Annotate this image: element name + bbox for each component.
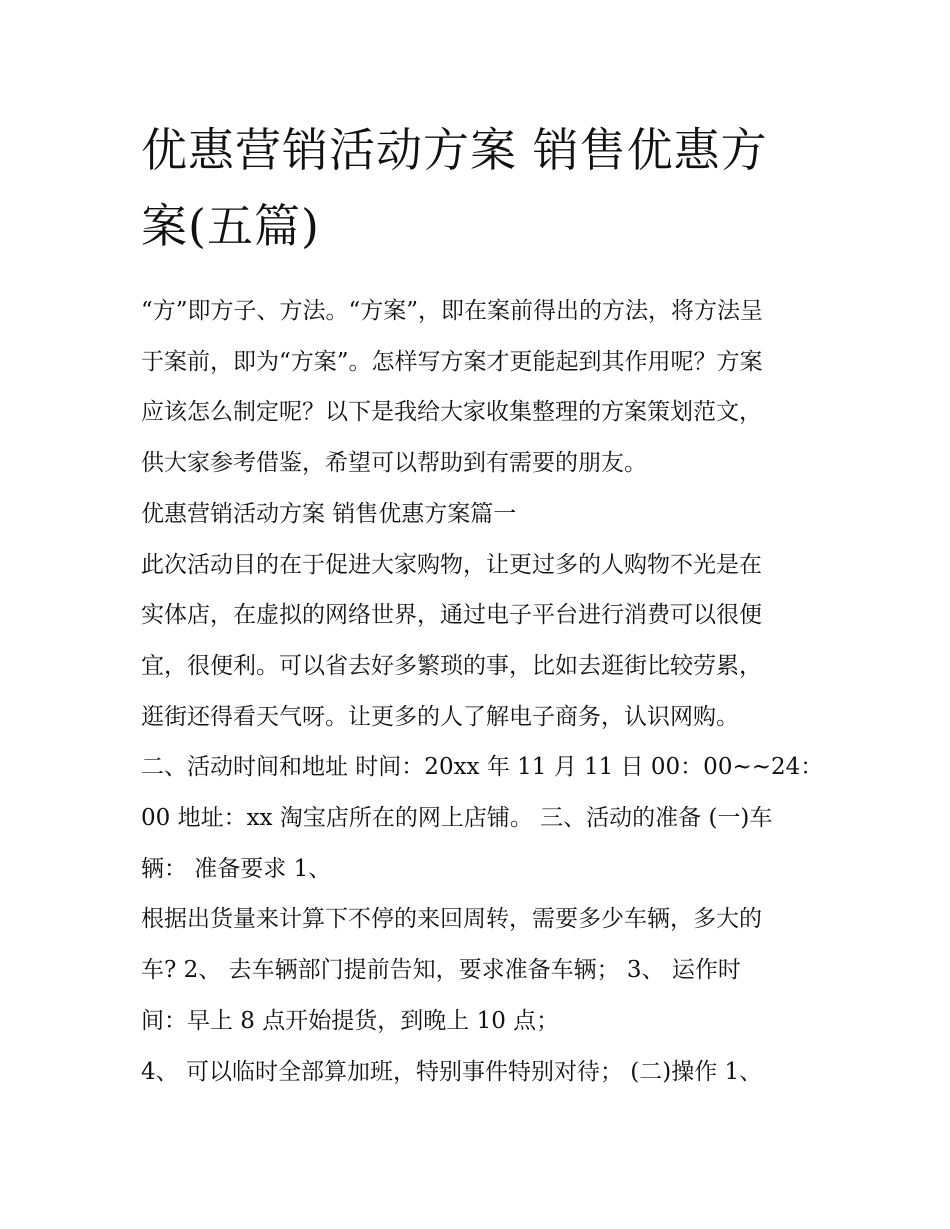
body-line: 于案前，即为“方案”。怎样写方案才更能起到其作用呢？方案 [141, 348, 763, 375]
body-line: 间：早上 8 点开始提货，到晚上 10 点； [141, 1007, 560, 1034]
body-line: 车? 2、 去车辆部门提前告知，要求准备车辆； 3、 运作时 [141, 957, 741, 984]
body-line: 根据出货量来计算下不停的来回周转，需要多少车辆，多大的 [141, 906, 762, 933]
body-line: 4、 可以临时全部算加班，特别事件特别对待； (二)操作 1、 [141, 1058, 763, 1085]
document-page [141, 112, 824, 1097]
body-line: 实体店，在虚拟的网络世界，通过电子平台进行消费可以很便 [141, 602, 762, 629]
body-line: 二、活动时间和地址 时间：20xx 年 11 月 11 日 00：00~~24： [141, 754, 824, 781]
body-line: 供大家参考借鉴，希望可以帮助到有需要的朋友。 [141, 450, 647, 477]
body-line: 此次活动目的在于促进大家购物，让更过多的人购物不光是在 [141, 551, 762, 578]
body-line: “方”即方子、方法。“方案”，即在案前得出的方法，将方法呈 [141, 298, 764, 324]
title-line-2: 案(五篇) [141, 199, 320, 253]
body-line: 辆： 准备要求 1、 [141, 855, 332, 882]
document-body [141, 286, 824, 1097]
title-line-1: 优惠营销活动方案 销售优惠方 [141, 123, 768, 177]
section-heading: 优惠营销活动方案 销售优惠方案篇一 [141, 500, 517, 527]
body-line: 逛街还得看天气呀。让更多的人了解电子商务，认识网购。 [141, 703, 739, 730]
body-line: 00 地址：xx 淘宝店所在的网上店铺。 三、活动的准备 (一)车 [141, 805, 773, 832]
body-line: 应该怎么制定呢？以下是我给大家收集整理的方案策划范文， [141, 399, 762, 426]
body-line: 宜，很便利。可以省去好多繁琐的事，比如去逛街比较劳累， [141, 652, 762, 679]
document-title [141, 112, 821, 264]
